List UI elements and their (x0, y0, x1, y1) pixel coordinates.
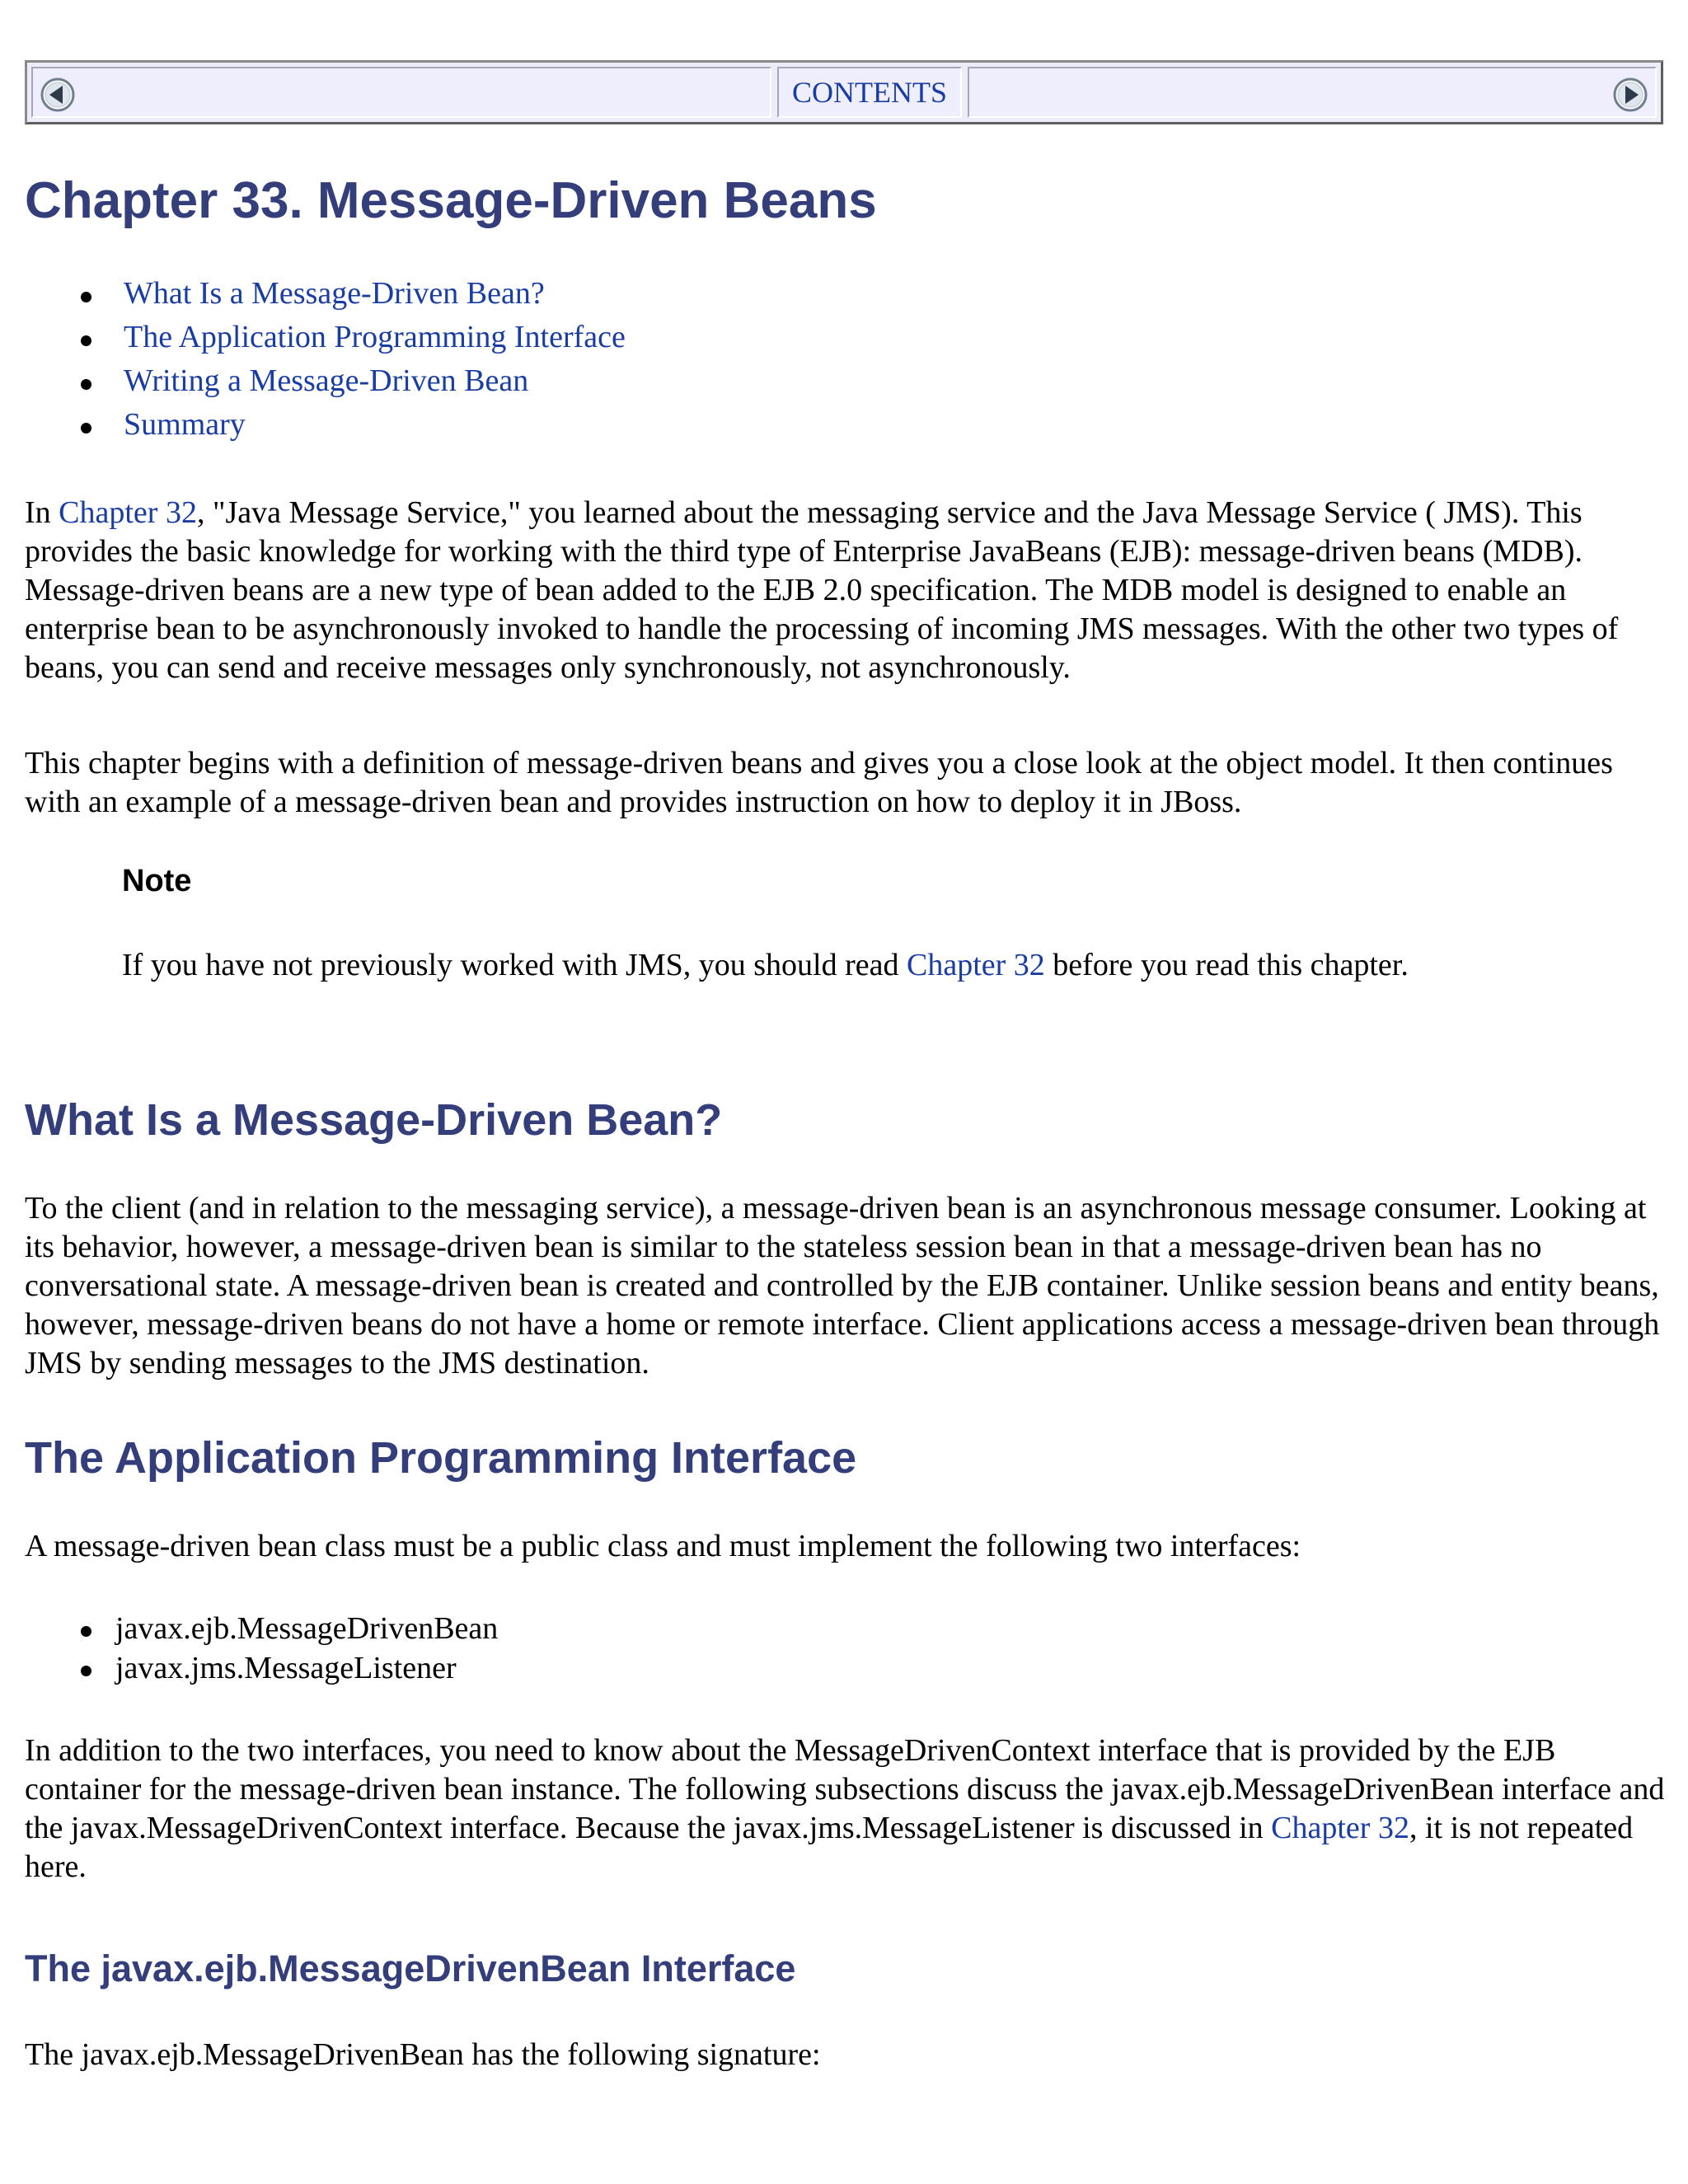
nav-cell-next (968, 67, 1657, 118)
note-title: Note (122, 864, 192, 898)
heading-what-is-mdb: What Is a Message-Driven Bean? (25, 1095, 723, 1145)
mdb-interface-paragraph: The javax.ejb.MessageDrivenBean has the following signature: (25, 2037, 821, 2072)
contents-link[interactable]: CONTENTS (792, 76, 947, 109)
table-of-contents (81, 272, 626, 447)
api-text-before: In addition to the two interfaces, you need to know about the MessageDrivenContext interface that is provided by the EJB container for the message-driven bean instance. The following subsections discuss the javax.ejb.MessageDrivenBean interface and the javax.MessageDrivenContext interface. Because the javax.jms.MessageListener is discussed in (25, 1733, 1665, 1845)
toc-link-summary[interactable]: Summary (124, 407, 246, 442)
bullet-icon (81, 423, 91, 434)
toc-link-writing-mdb[interactable]: Writing a Message-Driven Bean (124, 363, 529, 398)
heading-api: The Application Programming Interface (25, 1433, 857, 1483)
list-item (81, 1648, 498, 1688)
api-paragraph: A message-driven bean class must be a public class and must implement the following two interfaces: (25, 1529, 1301, 1563)
interface-name: javax.ejb.MessageDrivenBean (115, 1611, 499, 1646)
interface-name: javax.jms.MessageListener (115, 1651, 457, 1685)
toc-item (81, 272, 626, 316)
nav-cell-previous (31, 67, 771, 118)
bullet-icon (81, 1626, 91, 1637)
list-item (81, 1609, 498, 1648)
toc-link-api[interactable]: The Application Programming Interface (124, 320, 626, 354)
api-text-after: , it is not repeated here. (25, 1811, 1634, 1884)
bullet-icon (81, 379, 91, 390)
heading-mdb-interface: The javax.ejb.MessageDrivenBean Interface (25, 1947, 796, 1990)
mdb-paragraph: To the client (and in relation to the messaging service), a message-driven bean is an asynchronous message consumer. Looking at its behavior, however, a message-driven bean is similar to the stateless session bean in that a message-driven bean has no conversational state. A message-driven bean is created and controlled by the EJB container. Unlike session beans and entity beans, however, message-driven beans do not have a home or remote interface. Client applications access a message-driven bean through JMS by sending messages to the JMS destination. (25, 1191, 1660, 1380)
nav-cell-contents (777, 67, 962, 118)
bullet-icon (81, 335, 91, 346)
toc-item (81, 316, 626, 359)
bullet-icon (81, 292, 91, 302)
intro-text-after: , "Java Message Service," you learned about the messaging service and the Java Message Service ( JMS). This provides the basic knowledge for working with the third type of Enterprise JavaBeans (EJB): message-driven beans (MDB). Message-driven beans are a new type of bean added to the EJB 2.0 specification. The MDB model is designed to enable an enterprise bean to be asynchronously invoked to handle the processing of incoming JMS messages. With the other two types of beans, you can send and receive messages only synchronously, not asynchronously. (25, 495, 1619, 685)
toc-link-what-is-mdb[interactable]: What Is a Message-Driven Bean? (124, 276, 545, 311)
intro-paragraph-1 (25, 494, 1665, 687)
toc-item (81, 359, 626, 403)
arrow-right-icon[interactable] (1612, 77, 1648, 113)
bullet-icon (81, 1666, 91, 1676)
intro-paragraph-2: This chapter begins with a definition of message-driven beans and gives you a close look at the object model. It then continues with an example of a message-driven bean and provides instruction on how to deploy it in JBoss. (25, 746, 1613, 819)
toc-item (81, 403, 626, 447)
api-paragraph-2 (25, 1732, 1665, 1886)
note-text-before: If you have not previously worked with JMS, you should read (122, 948, 907, 982)
navigation-bar (25, 60, 1663, 124)
chapter-title: Chapter 33. Message-Driven Beans (25, 172, 877, 229)
arrow-left-icon[interactable] (40, 77, 76, 113)
chapter-32-link[interactable]: Chapter 32 (59, 495, 197, 530)
note-text (122, 946, 1409, 985)
note-chapter-32-link[interactable]: Chapter 32 (907, 948, 1045, 982)
api-chapter-32-link[interactable]: Chapter 32 (1271, 1811, 1409, 1845)
interface-list (81, 1609, 498, 1688)
intro-text-before: In (25, 495, 59, 530)
note-text-after: before you read this chapter. (1044, 948, 1409, 982)
